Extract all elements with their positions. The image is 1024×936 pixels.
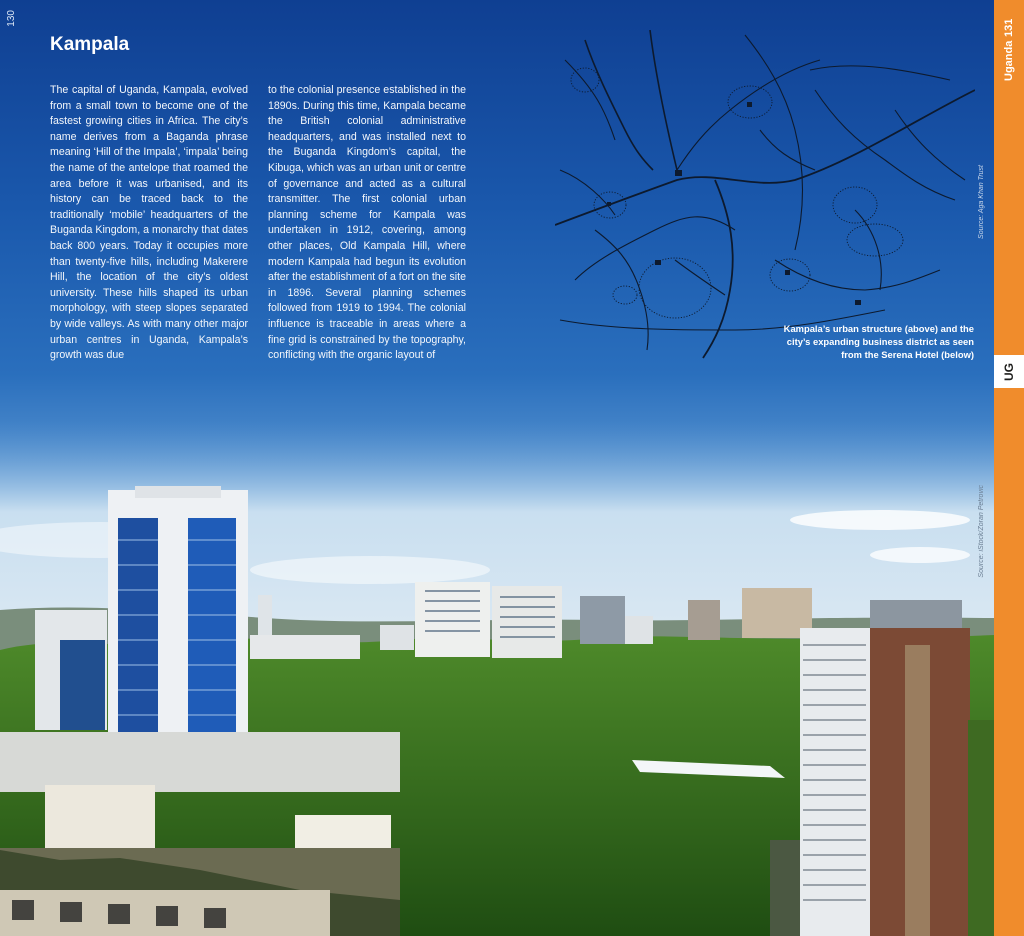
chapter-sidebar: [994, 0, 1024, 936]
article-column-1: The capital of Uganda, Kampala, evolved from a small town to become one of the fastest growing cities in Africa. The city’s name derives from a Baganda phrase meaning ‘Hill of the Impala’, ‘impala’ being the name of the antelope that roamed the area before it was urbanised, and its history can be traced back to the traditionally ‘mobile’ headquarters of the Buganda Kingdom, a monarchy that dates back 800 years. Today it occupies more than twenty-five hills, including Makerere Hill, the location of the city’s oldest university. These hills shaped its urban morphology, with steep slopes separated by wide valleys. As with many other major urban centres in Uganda, Kampala’s growth was due: [50, 84, 248, 362]
article-column-2: to the colonial presence established in the 1890s. During this time, Kampala became the British colonial administrative headquarters, and was installed next to the Buganda Kingdom’s capital, the Kibuga, which was an urban unit or centre of governance and acted as a cultural transmitter. The first colonial urban planning scheme for Kampala was undertaken in 1912, covering, among other places, Old Kampala Hill, where modern Kampala had begun its evolution after the establishment of a fort on the site in 1896. Several planning schemes followed from 1919 to 1994. The colonial influence is traceable in areas where a fine grid is constrained by the topography, conflicting with the organic layout of: [268, 84, 466, 362]
page-number-left: 130: [6, 10, 17, 27]
figure-caption: Kampala’s urban structure (above) and the city’s expanding business district as seen from the Serena Hotel (below): [783, 323, 974, 360]
photo-source-credit: Source: iStock/Zoran Petrovic: [978, 485, 985, 578]
page-number-right: 131: [1003, 19, 1015, 38]
urban-structure-map: [555, 30, 975, 360]
map-source-credit: Source: Aga Khan Trust: [978, 165, 985, 239]
country-code: UG: [1002, 362, 1016, 381]
section-label: [994, 10, 1024, 90]
article-title: Kampala: [50, 34, 130, 55]
city-skyline-photo: [0, 420, 994, 936]
section-name: Uganda: [1003, 40, 1015, 81]
country-code-tab: [994, 355, 1024, 388]
